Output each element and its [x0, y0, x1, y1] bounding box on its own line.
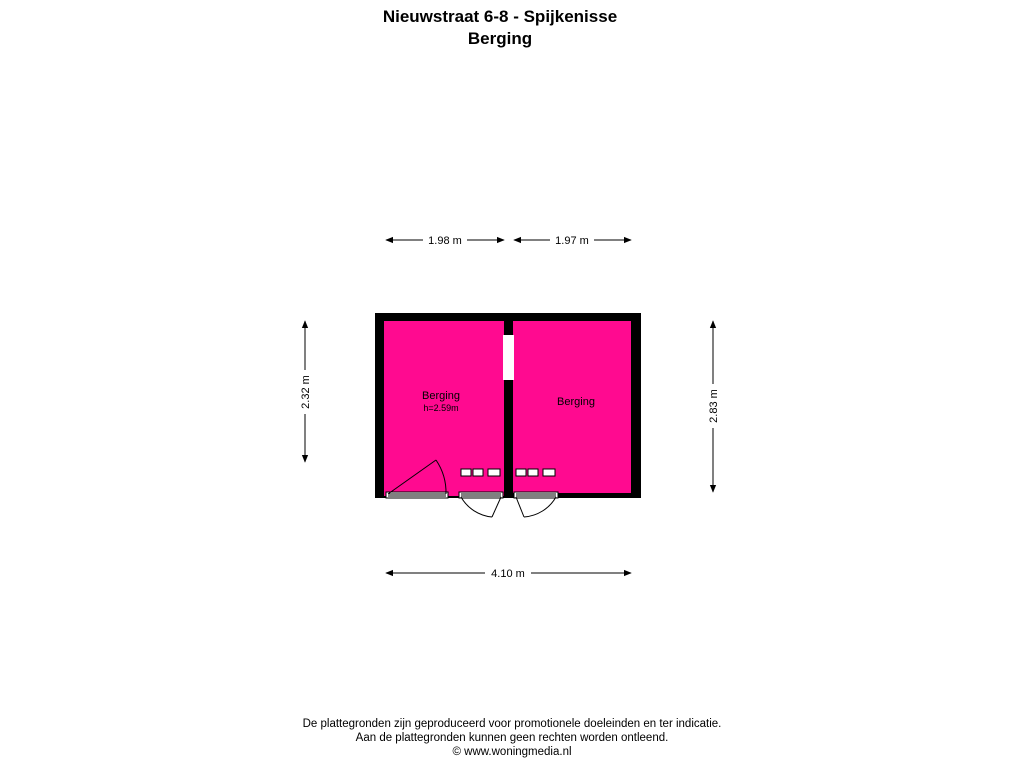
- meter-box: [488, 469, 500, 476]
- dimension-right-height: 2.83 m: [708, 389, 720, 423]
- door-leaf: [492, 497, 501, 517]
- door-opening-alcove-left: [459, 492, 503, 498]
- door-leaf: [516, 497, 524, 517]
- disclaimer-line-1: De plattegronden zijn geproduceerd voor promotionele doeleinden en ter indicatie.: [302, 718, 722, 730]
- meter-box: [516, 469, 526, 476]
- dimension-top-right: 1.97 m: [555, 235, 589, 247]
- copyright-line: © www.woningmedia.nl: [452, 746, 572, 758]
- door-swing-arc: [461, 497, 492, 517]
- room-left-label: Berging: [422, 390, 460, 402]
- plan-title: Nieuwstraat 6-8 - Spijkenisse: [382, 7, 618, 26]
- dimension-left-height: 2.32 m: [300, 375, 312, 409]
- door-opening-left: [386, 492, 448, 498]
- plan-subtitle: Berging: [467, 29, 533, 48]
- meter-box: [528, 469, 538, 476]
- dimension-bottom-width: 4.10 m: [491, 568, 525, 580]
- dimension-top-left: 1.98 m: [428, 235, 462, 247]
- door-opening-alcove-right: [514, 492, 558, 498]
- room-right-label: Berging: [557, 396, 595, 408]
- disclaimer-line-2: Aan de plattegronden kunnen geen rechten worden ontleend.: [355, 732, 669, 744]
- wall-opening: [503, 335, 514, 380]
- door-swing-arc: [524, 497, 556, 517]
- meter-box: [473, 469, 483, 476]
- meter-box: [461, 469, 471, 476]
- meter-box: [543, 469, 555, 476]
- room-left-height: h=2.59m: [423, 403, 459, 413]
